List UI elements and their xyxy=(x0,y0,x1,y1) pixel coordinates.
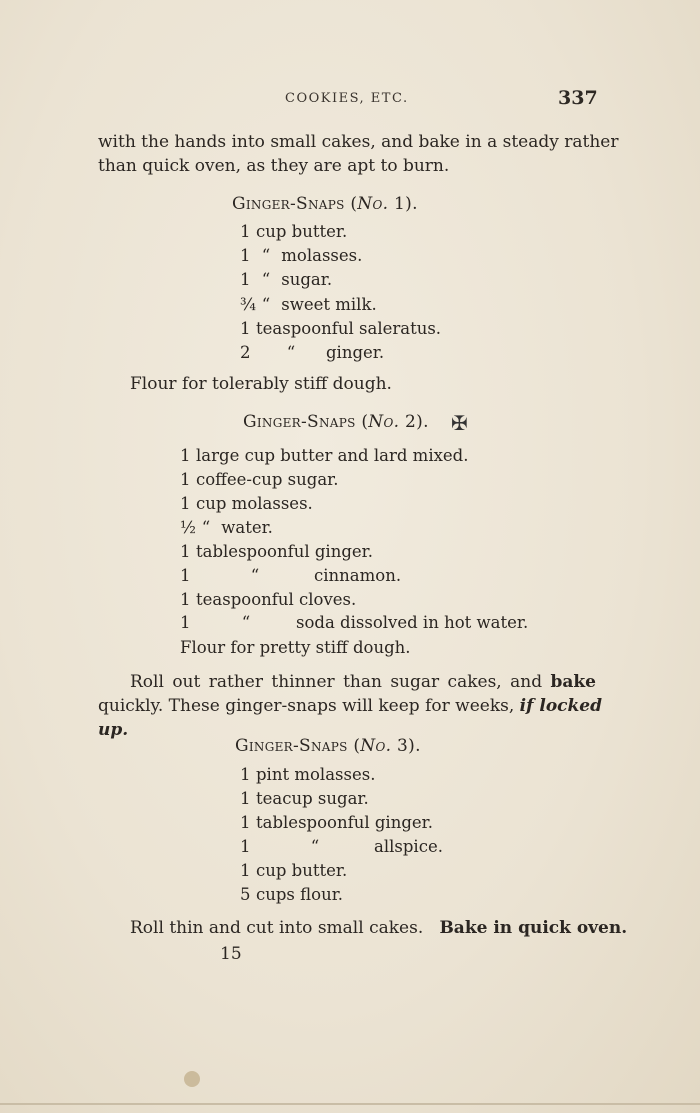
item-qty: 1 xyxy=(180,494,191,513)
ditto-mark: “ xyxy=(261,270,271,289)
recipe-2-item xyxy=(180,518,273,537)
ditto-mark: “ xyxy=(250,566,260,585)
recipe-2-item xyxy=(180,470,339,489)
item-qty: 1 xyxy=(240,861,251,880)
item-qty: 1 xyxy=(240,222,251,241)
item-qty: ½ xyxy=(180,518,196,537)
recipe-1-item xyxy=(240,343,384,362)
item-text: cup butter. xyxy=(256,861,348,880)
recipe-2-item xyxy=(180,613,528,632)
running-head: COOKIES, ETC. xyxy=(285,91,409,106)
recipe-2-note: Flour for pretty stiff dough. xyxy=(180,638,411,657)
recipe-2-title-main: Ginger-Snaps ( xyxy=(243,412,369,432)
recipe-1-title-no: No. xyxy=(357,194,389,214)
recipe-2-paragraph-line-2 xyxy=(98,694,602,718)
item-text: large cup butter and lard mixed. xyxy=(196,446,469,465)
recipe-3-item xyxy=(240,765,375,784)
recipe-1-note: Flour for tolerably stiff dough. xyxy=(130,374,392,394)
item-qty: 1 xyxy=(180,542,191,561)
ditto-mark: “ xyxy=(201,518,211,537)
note-bold-text: Bake in quick oven. xyxy=(439,918,628,938)
item-qty: 1 xyxy=(240,765,251,784)
item-text: soda dissolved in hot water. xyxy=(296,613,529,632)
ditto-mark: “ xyxy=(261,295,271,314)
cross-mark-icon: ✠ xyxy=(451,411,468,435)
recipe-3-title-end: 3). xyxy=(391,736,421,756)
intro-line-2: than quick oven, as they are apt to burn. xyxy=(98,156,450,176)
paragraph-text: quickly. These ginger-snaps will keep for weeks, xyxy=(98,696,515,716)
item-text: water. xyxy=(221,518,273,537)
recipe-3-title-no: No. xyxy=(360,736,392,756)
recipe-3-item xyxy=(240,861,347,880)
recipe-1-title-main: Ginger-Snaps ( xyxy=(232,194,358,214)
recipe-1-title xyxy=(232,194,418,214)
item-text: cinnamon. xyxy=(314,566,402,585)
item-text: sugar. xyxy=(281,270,333,289)
recipe-2-title-no: No. xyxy=(368,412,400,432)
item-text: cup butter. xyxy=(256,222,348,241)
item-text: tablespoonful ginger. xyxy=(256,813,433,832)
recipe-2-paragraph-line-1 xyxy=(130,670,596,694)
ditto-mark: “ xyxy=(310,837,320,856)
item-text: coffee-cup sugar. xyxy=(196,470,339,489)
recipe-2-item xyxy=(180,446,468,465)
item-qty: 1 xyxy=(240,270,251,289)
recipe-1-item xyxy=(240,295,377,314)
paragraph-italic-text: up. xyxy=(98,720,129,740)
paragraph-bold-text: bake xyxy=(550,672,596,692)
item-text: teaspoonful cloves. xyxy=(196,590,357,609)
recipe-2-title xyxy=(243,412,429,432)
item-qty: 1 xyxy=(180,566,191,585)
item-text: sweet milk. xyxy=(281,295,377,314)
recipe-2-item xyxy=(180,590,356,609)
item-qty: 2 xyxy=(240,343,251,362)
recipe-1-title-end: 1). xyxy=(388,194,418,214)
item-qty: 1 xyxy=(180,613,191,632)
recipe-3-item xyxy=(240,837,443,856)
recipe-3-item xyxy=(240,789,369,808)
item-qty: ¾ xyxy=(240,295,256,314)
recipe-1-item xyxy=(240,246,362,265)
ditto-mark: “ xyxy=(286,343,296,362)
recipe-1-item xyxy=(240,222,347,241)
recipe-2-paragraph-line-3 xyxy=(98,718,128,742)
paragraph-italic-text: if locked xyxy=(519,696,602,716)
recipe-2-item xyxy=(180,566,401,585)
recipe-1-item xyxy=(240,270,332,289)
recipe-3-item xyxy=(240,885,343,904)
intro-line-1: with the hands into small cakes, and bake in a steady rather xyxy=(98,132,619,152)
item-text: pint molasses. xyxy=(256,765,376,784)
item-qty: 1 xyxy=(240,837,251,856)
ditto-mark: “ xyxy=(241,613,251,632)
item-qty: 1 xyxy=(240,319,251,338)
ditto-mark: “ xyxy=(261,246,271,265)
paragraph-text: Roll out rather thinner than sugar cakes, and xyxy=(130,672,543,692)
signature-mark: 15 xyxy=(220,944,242,964)
paper-stain xyxy=(184,1071,200,1087)
recipe-2-title-end: 2). xyxy=(399,412,429,432)
recipe-3-item xyxy=(240,813,433,832)
item-text: allspice. xyxy=(374,837,443,856)
item-qty: 5 xyxy=(240,885,251,904)
item-text: cups flour. xyxy=(256,885,344,904)
item-text: ginger. xyxy=(326,343,385,362)
recipe-3-title xyxy=(235,736,421,756)
recipe-1-item xyxy=(240,319,441,338)
item-qty: 1 xyxy=(240,813,251,832)
item-text: teacup sugar. xyxy=(256,789,369,808)
item-text: tablespoonful ginger. xyxy=(196,542,373,561)
recipe-2-item xyxy=(180,494,313,513)
item-qty: 1 xyxy=(240,789,251,808)
item-text: teaspoonful saleratus. xyxy=(256,319,442,338)
recipe-2-item xyxy=(180,542,373,561)
page-edge xyxy=(0,1103,700,1105)
item-text: cup molasses. xyxy=(196,494,313,513)
item-qty: 1 xyxy=(240,246,251,265)
page-number: 337 xyxy=(558,87,598,109)
recipe-3-title-main: Ginger-Snaps ( xyxy=(235,736,361,756)
note-text: Roll thin and cut into small cakes. xyxy=(130,918,424,938)
item-text: molasses. xyxy=(281,246,363,265)
item-qty: 1 xyxy=(180,470,191,489)
item-qty: 1 xyxy=(180,590,191,609)
item-qty: 1 xyxy=(180,446,191,465)
recipe-3-note xyxy=(130,916,627,940)
